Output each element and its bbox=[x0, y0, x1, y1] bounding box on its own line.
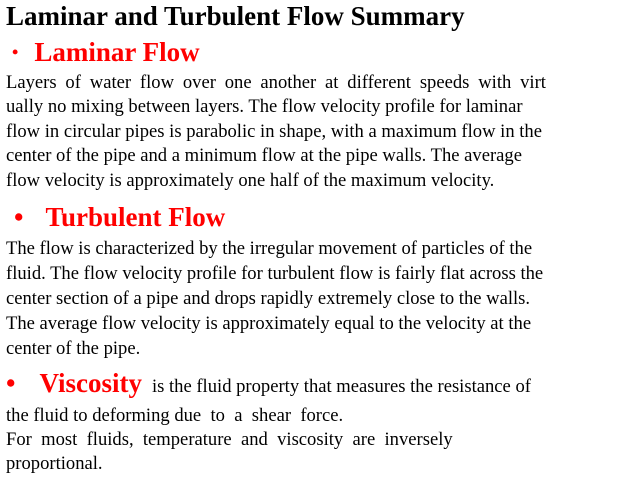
viscosity-line-2: For most fluids, temperature and viscosity are inversely bbox=[6, 429, 453, 450]
heading-text: Laminar Flow bbox=[34, 37, 200, 67]
heading-laminar-flow bbox=[12, 36, 200, 68]
bullet-icon: • bbox=[6, 368, 16, 398]
heading-turbulent-flow bbox=[14, 201, 225, 233]
turbulent-line-4: The average flow velocity is approximately equal to the velocity at the bbox=[6, 313, 532, 334]
laminar-line-5: flow velocity is approximately one half of the maximum velocity. bbox=[6, 170, 495, 191]
turbulent-line-1: The flow is characterized by the irregular movement of particles of the bbox=[6, 238, 533, 259]
turbulent-line-5: center of the pipe. bbox=[6, 338, 141, 359]
laminar-line-3: flow in circular pipes is parabolic in shape, with a maximum flow in the bbox=[6, 121, 542, 142]
heading-text: Viscosity bbox=[39, 368, 142, 398]
bullet-icon: • bbox=[12, 42, 19, 62]
bullet-icon: • bbox=[14, 202, 24, 232]
slide-title: Laminar and Turbulent Flow Summary bbox=[6, 1, 465, 31]
viscosity-line-1: the fluid to deforming due to a shear force. bbox=[6, 405, 344, 426]
viscosity-tail: is the fluid property that measures the resistance of bbox=[151, 376, 531, 397]
laminar-line-4: center of the pipe and a minimum flow at the pipe walls. The average bbox=[6, 145, 522, 166]
turbulent-line-2: fluid. The flow velocity profile for turbulent flow is fairly flat across the bbox=[6, 263, 544, 284]
heading-text: Turbulent Flow bbox=[45, 202, 226, 232]
turbulent-line-3: center section of a pipe and drops rapidly extremely close to the walls. bbox=[6, 288, 531, 309]
heading-viscosity bbox=[6, 366, 531, 405]
laminar-line-1: Layers of water flow over one another at different speeds with virt bbox=[6, 72, 546, 93]
laminar-line-2: ually no mixing between layers. The flow velocity profile for laminar bbox=[6, 96, 523, 117]
viscosity-line-3: proportional. bbox=[6, 453, 103, 474]
